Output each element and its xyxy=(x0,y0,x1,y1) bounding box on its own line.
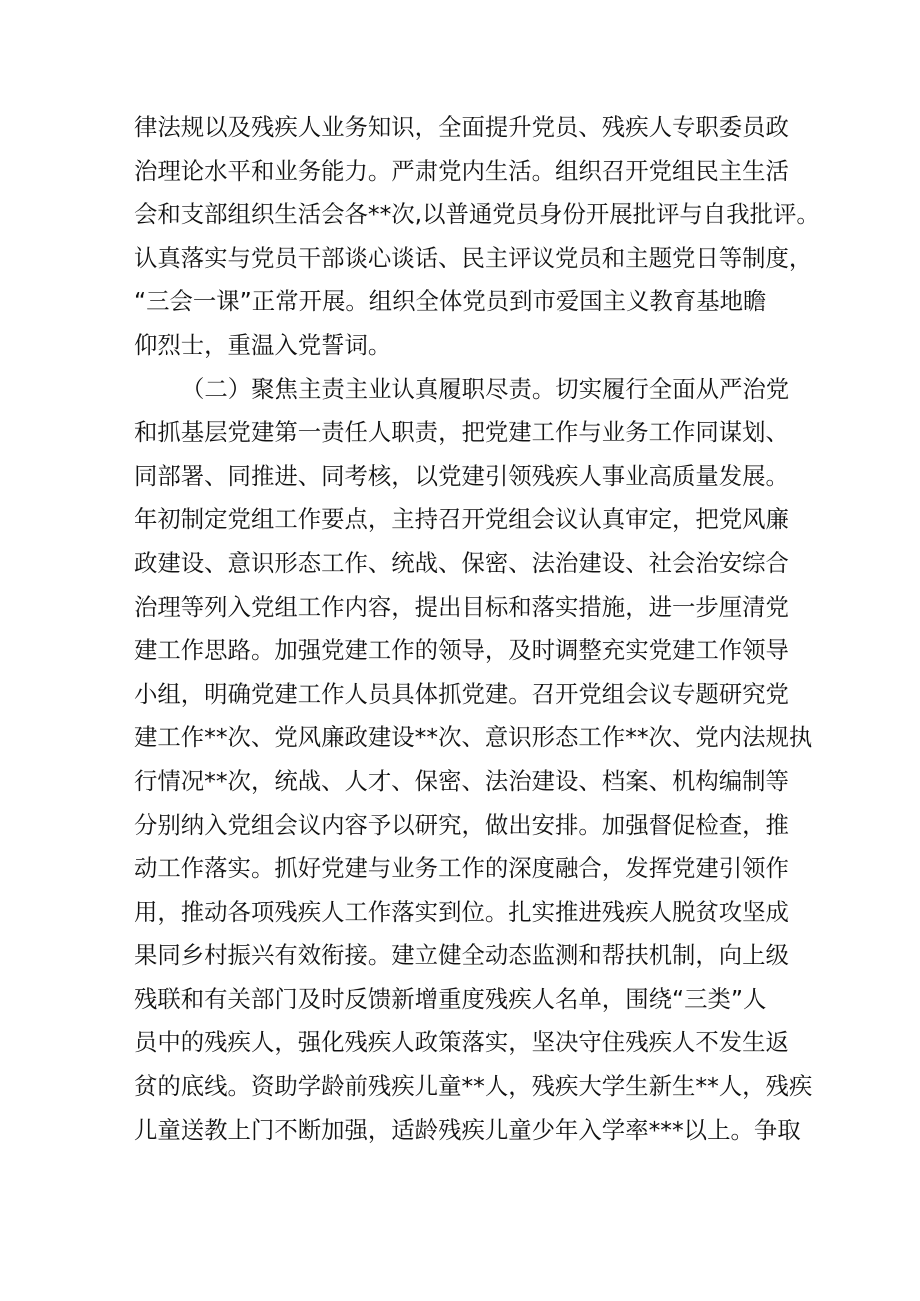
body-text xyxy=(134,106,820,1152)
text-line: 果同乡村振兴有效衔接。建立健全动态监测和帮扶机制，向上级 xyxy=(134,941,789,970)
text-line: 小组，明确党建工作人员具体抓党建。召开党组会议专题研究党 xyxy=(134,679,789,708)
text-line: 儿童送教上门不断加强，适龄残疾儿童少年入学率***以上。争取 xyxy=(134,1115,801,1144)
text-line: 律法规以及残疾人业务知识，全面提升党员、残疾人专职委员政 xyxy=(134,113,789,141)
text-line: 年初制定党组工作要点，主持召开党组会议认真审定，把党风廉 xyxy=(134,505,789,534)
section-heading-line: （二）聚焦主责主业认真履职尽责。切实履行全面从严治党 xyxy=(181,374,790,403)
text-line: 用，推动各项残疾人工作落实到位。扎实推进残疾人脱贫攻坚成 xyxy=(134,897,789,926)
text-line: “三会一课”正常开展。组织全体党员到市爱国主义教育基地瞻 xyxy=(134,287,767,316)
text-line: 仰烈士，重温入党誓词。 xyxy=(134,330,392,359)
text-line: 动工作落实。抓好党建与业务工作的深度融合，发挥党建引领作 xyxy=(134,854,789,883)
text-line: 治理等列入党组工作内容，提出目标和落实措施，进一步厘清党 xyxy=(134,592,789,621)
text-line: 同部署、同推进、同考核，以党建引领残疾人事业高质量发展。 xyxy=(134,461,789,490)
text-line: 政建设、意识形态工作、统战、保密、法治建设、社会治安综合 xyxy=(134,548,789,577)
text-line: 和抓基层党建第一责任人职责，把党建工作与业务工作同谋划、 xyxy=(134,418,789,447)
text-line: 行情况**次，统战、人才、保密、法治建设、档案、机构编制等 xyxy=(134,766,789,795)
text-line: 会和支部组织生活会各**次,以普通党员身份开展批评与自我批评。 xyxy=(134,200,820,229)
text-line: 员中的残疾人，强化残疾人政策落实，坚决守住残疾人不发生返 xyxy=(134,1028,789,1057)
text-line: 贫的底线。资助学龄前残疾儿童**人，残疾大学生新生**人，残疾 xyxy=(134,1072,813,1101)
text-line: 建工作**次、党风廉政建设**次、意识形态工作**次、党内法规执 xyxy=(134,723,813,752)
text-line: 分别纳入党组会议内容予以研究，做出安排。加强督促检查，推 xyxy=(134,810,789,839)
text-line: 认真落实与党员干部谈心谈话、民主评议党员和主题党日等制度， xyxy=(134,243,813,272)
text-line: 残联和有关部门及时反馈新增重度残疾人名单，围绕“三类”人 xyxy=(134,984,767,1013)
text-line: 建工作思路。加强党建工作的领导，及时调整充实党建工作领导 xyxy=(134,636,789,665)
text-line: 治理论水平和业务能力。严肃党内生活。组织召开党组民主生活 xyxy=(134,156,789,185)
